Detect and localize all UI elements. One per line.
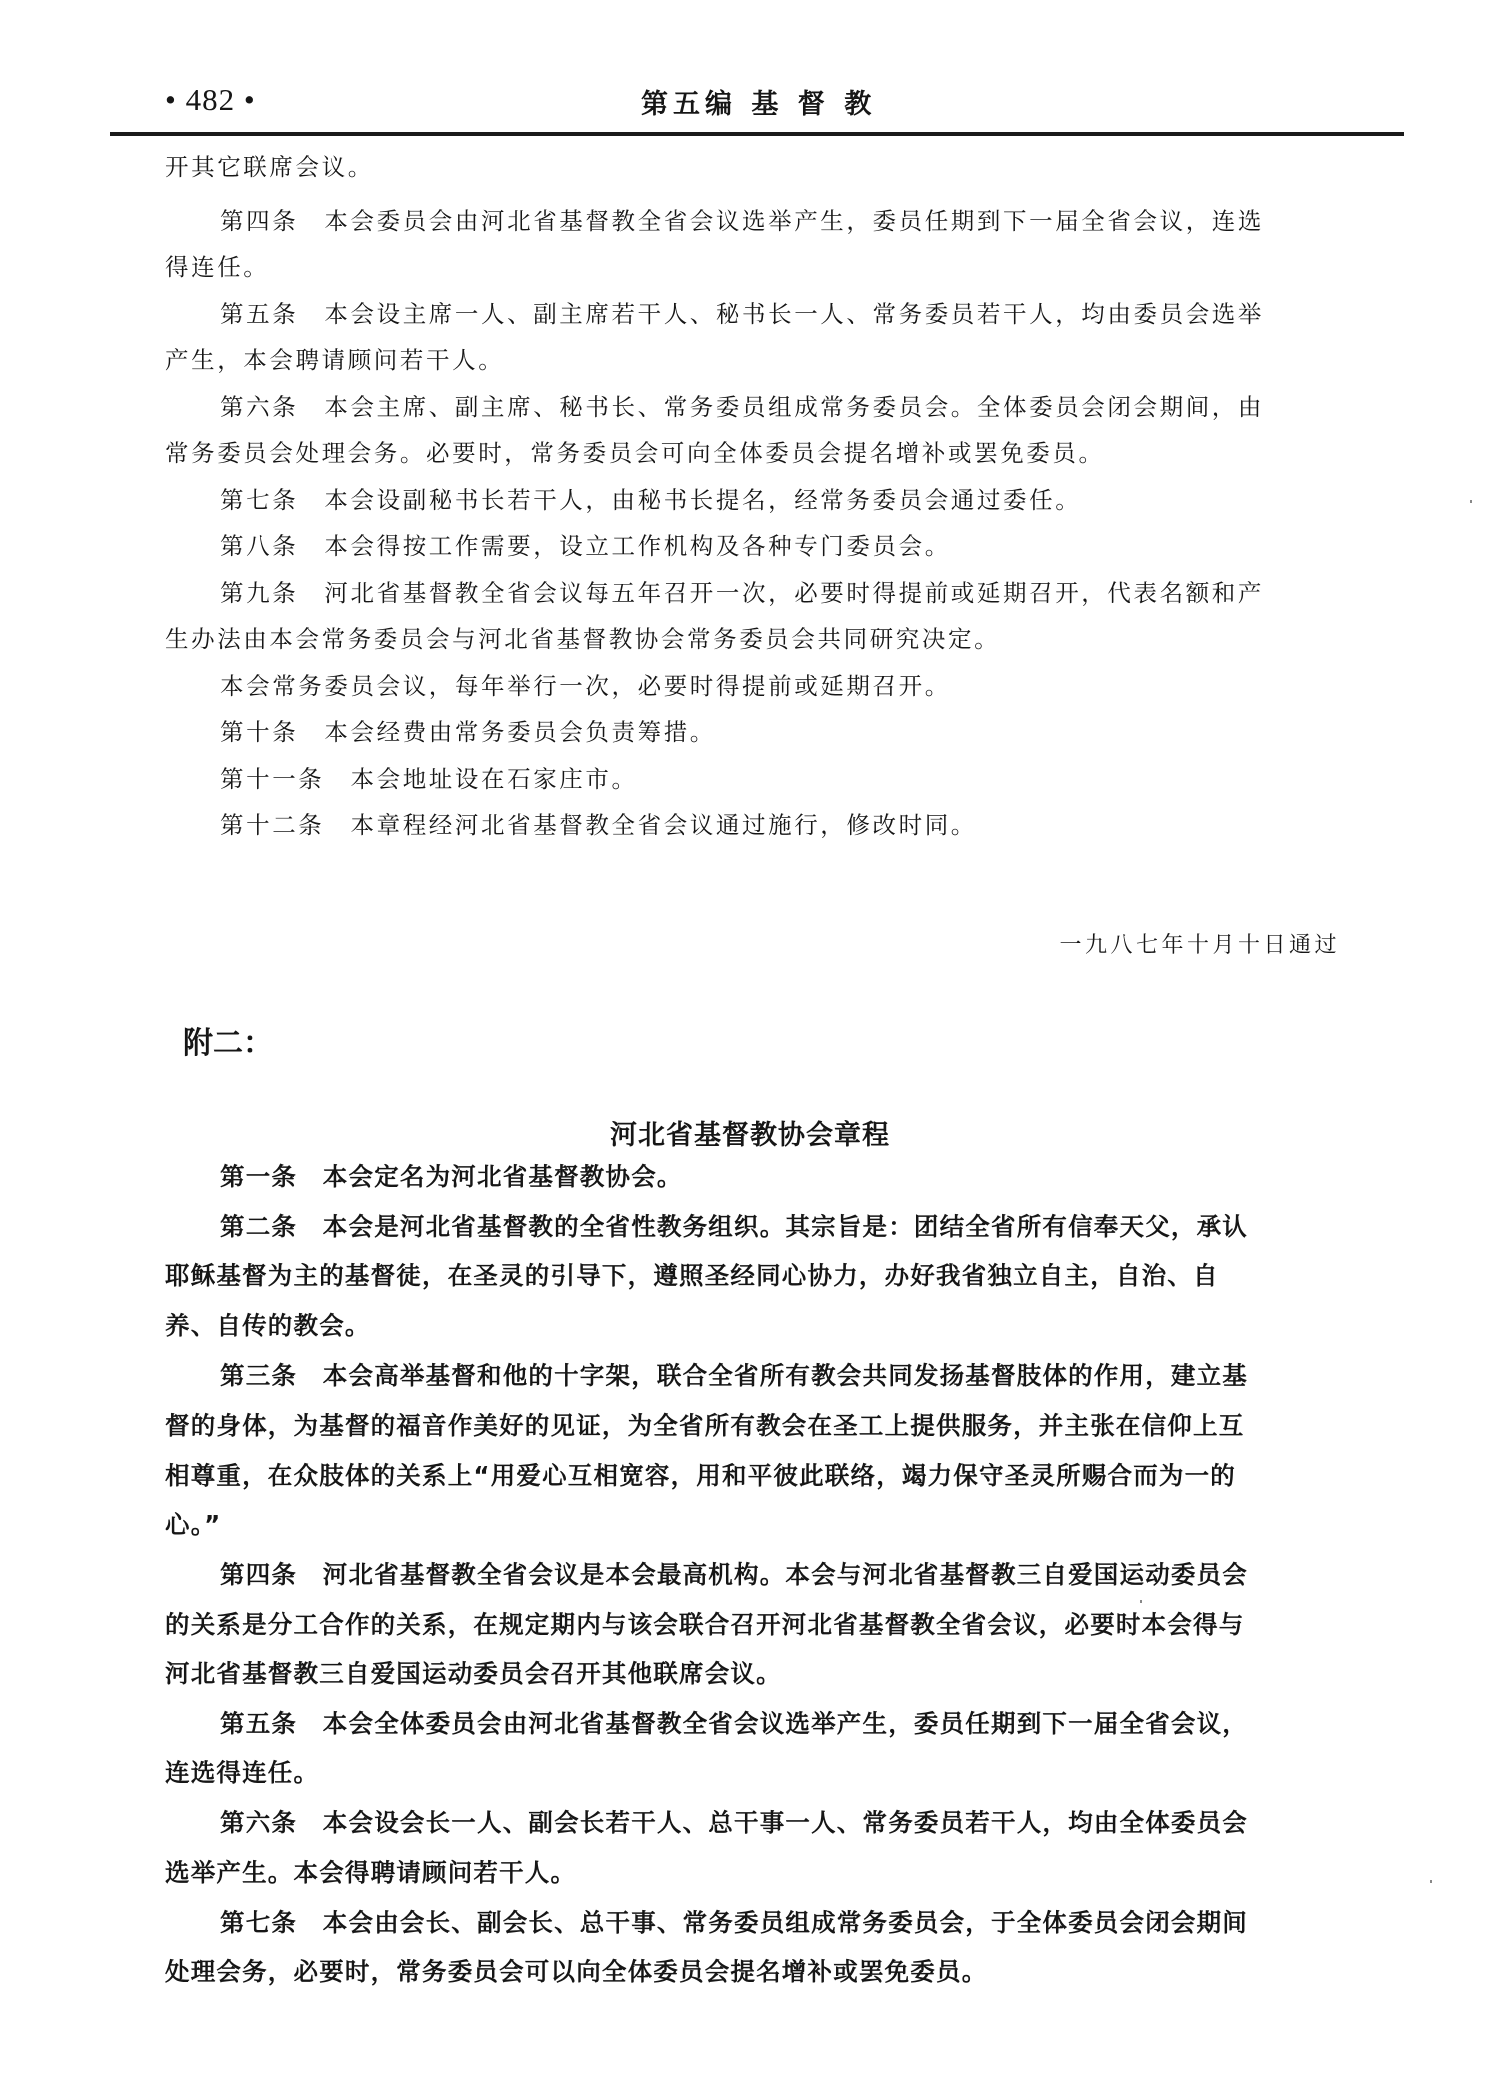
text-line: 相尊重，在众肢体的关系上“用爱心互相宽容，用和平彼此联络，竭力保守圣灵所赐合而为一的 <box>165 1461 1236 1490</box>
text-line: 处理会务，必要时，常务委员会可以向全体委员会提名增补或罢免委员。 <box>165 1957 988 1986</box>
text-line: 养、自传的教会。 <box>165 1311 371 1340</box>
text-line: 第六条 本会设会长一人、副会长若干人、总干事一人、常务委员若干人，均由全体委员会 <box>220 1808 1248 1837</box>
text-line: 督的身体，为基督的福音作美好的见证，为全省所有教会在圣工上提供服务，并主张在信仰上互 <box>165 1411 1245 1440</box>
text-line: 常务委员会处理会务。必要时，常务委员会可向全体委员会提名增补或罢免委员。 <box>165 439 1105 467</box>
text-line: 第七条 本会设副秘书长若干人，由秘书长提名，经常务委员会通过委任。 <box>220 486 1082 514</box>
running-title: 第五编 基 督 教 <box>641 89 877 120</box>
text-line: 第六条 本会主席、副主席、秘书长、常务委员组成常务委员会。全体委员会闭会期间，由 <box>220 393 1264 421</box>
text-line: 第三条 本会高举基督和他的十字架，联合全省所有教会共同发扬基督肢体的作用，建立基 <box>220 1361 1248 1390</box>
scan-speck <box>1430 1880 1432 1883</box>
text-line: 开其它联席会议。 <box>165 153 374 181</box>
text-line: 第二条 本会是河北省基督教的全省性教务组织。其宗旨是：团结全省所有信奉天父，承认 <box>220 1212 1248 1241</box>
text-line: 的关系是分工合作的关系，在规定期内与该会联合召开河北省基督教全省会议，必要时本会得与 <box>165 1610 1245 1639</box>
text-line: 耶稣基督为主的基督徒，在圣灵的引导下，遵照圣经同心协力，办好我省独立自主，自治、自 <box>165 1261 1219 1290</box>
text-line: 第九条 河北省基督教全省会议每五年召开一次，必要时得提前或延期召开，代表名额和产 <box>220 579 1264 607</box>
text-line: 河北省基督教三自爱国运动委员会召开其他联席会议。 <box>165 1659 782 1688</box>
text-line: 连选得连任。 <box>165 1758 320 1787</box>
text-line: 得连任。 <box>165 253 270 281</box>
scan-speck <box>1470 500 1472 503</box>
page-header <box>113 82 1403 132</box>
text-line: 选举产生。本会得聘请顾问若干人。 <box>165 1858 577 1887</box>
approval-date: 一九八七年十月十日通过 <box>1059 933 1340 958</box>
text-line: 第十条 本会经费由常务委员会负责筹措。 <box>220 718 716 746</box>
text-line: 第十二条 本章程经河北省基督教全省会议通过施行，修改时同。 <box>220 811 977 839</box>
text-line: 产生，本会聘请顾问若干人。 <box>165 346 505 374</box>
text-line: 第十一条 本会地址设在石家庄市。 <box>220 765 638 793</box>
scan-speck <box>1140 1600 1142 1603</box>
text-line: 生办法由本会常务委员会与河北省基督教协会常务委员会共同研究决定。 <box>165 625 1001 653</box>
page-number: • 482 • <box>165 82 256 117</box>
text-line: 第五条 本会全体委员会由河北省基督教全省会议选举产生，委员任期到下一届全省会议， <box>220 1709 1248 1738</box>
text-line: 心。” <box>165 1510 222 1539</box>
header-rule <box>110 132 1404 136</box>
text-line: 第七条 本会由会长、副会长、总干事、常务委员组成常务委员会，于全体委员会闭会期间 <box>220 1908 1248 1937</box>
text-line: 第八条 本会得按工作需要，设立工作机构及各种专门委员会。 <box>220 532 951 560</box>
text-line: 第四条 河北省基督教全省会议是本会最高机构。本会与河北省基督教三自爱国运动委员会 <box>220 1560 1248 1589</box>
text-line: 本会常务委员会议，每年举行一次，必要时得提前或延期召开。 <box>220 672 951 700</box>
text-line: 第四条 本会委员会由河北省基督教全省会议选举产生，委员任期到下一届全省会议，连选 <box>220 207 1264 235</box>
text-line: 第一条 本会定名为河北省基督教协会。 <box>220 1162 683 1191</box>
text-line: 第五条 本会设主席一人、副主席若干人、秘书长一人、常务委员若干人，均由委员会选举 <box>220 300 1264 328</box>
appendix-label: 附二： <box>183 1026 273 1061</box>
document-title: 河北省基督教协会章程 <box>610 1120 890 1151</box>
